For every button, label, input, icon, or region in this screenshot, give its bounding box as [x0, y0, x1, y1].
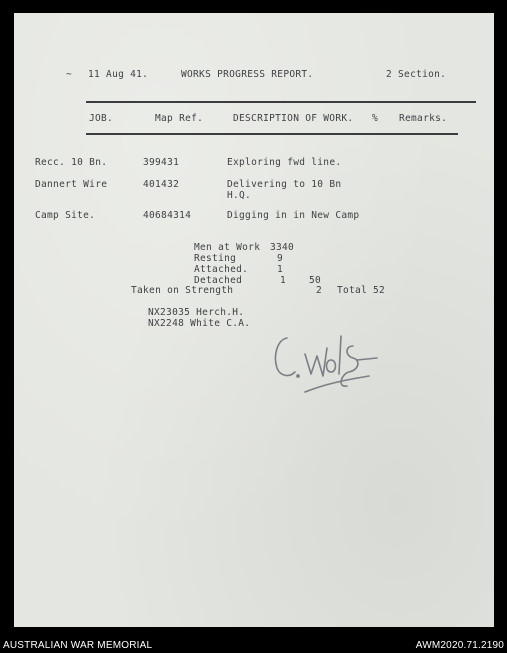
margin-mark: ~: [66, 69, 73, 80]
row-1-description: Exploring fwd line.: [227, 157, 342, 168]
report-title: WORKS PROGRESS REPORT.: [181, 69, 314, 80]
taken-on-strength-label: Taken on Strength: [131, 285, 234, 296]
row-2-description: Delivering to 10 Bn: [227, 179, 342, 190]
attached-value: 1: [277, 264, 284, 275]
row-2-job: Dannert Wire: [35, 179, 108, 190]
personnel-1: NX23035 Herch.H.: [148, 307, 245, 318]
column-percent: %: [372, 113, 379, 124]
footer-accession-number: AWM2020.71.2190: [415, 640, 504, 651]
detached-value: 1: [280, 275, 287, 286]
men-at-work-label: Men at Work: [194, 242, 261, 253]
men-at-work-value: 3340: [270, 242, 295, 253]
footer-institution: AUSTRALIAN WAR MEMORIAL: [3, 640, 153, 651]
total-value: 52: [373, 285, 386, 296]
attached-label: Attached.: [194, 264, 249, 275]
handwritten-signature: [265, 326, 385, 401]
taken-on-strength-value: 2: [316, 285, 323, 296]
resting-value: 9: [277, 253, 284, 264]
row-2-description-cont: H.Q.: [227, 190, 252, 201]
row-1-job: Recc. 10 Bn.: [35, 157, 108, 168]
header-rule-top: [86, 101, 476, 103]
detached-label: Detached: [194, 275, 243, 286]
row-3-description: Digging in in New Camp: [227, 210, 360, 221]
row-1-map-ref: 399431: [143, 157, 180, 168]
detached-total: 50: [309, 275, 322, 286]
total-label: Total: [337, 285, 368, 296]
header-rule-bottom: [86, 133, 458, 135]
personnel-2: NX2248 White C.A.: [148, 318, 251, 329]
row-3-job: Camp Site.: [35, 210, 96, 221]
resting-label: Resting: [194, 253, 237, 264]
row-3-map-ref: 40684314: [143, 210, 192, 221]
column-remarks: Remarks.: [399, 113, 448, 124]
row-2-map-ref: 401432: [143, 179, 180, 190]
report-date: 11 Aug 41.: [88, 69, 149, 80]
document-page: [14, 13, 494, 627]
column-description: DESCRIPTION OF WORK.: [233, 113, 354, 124]
column-map-ref: Map Ref.: [155, 113, 204, 124]
column-job: JOB.: [89, 113, 114, 124]
report-section: 2 Section.: [386, 69, 447, 80]
